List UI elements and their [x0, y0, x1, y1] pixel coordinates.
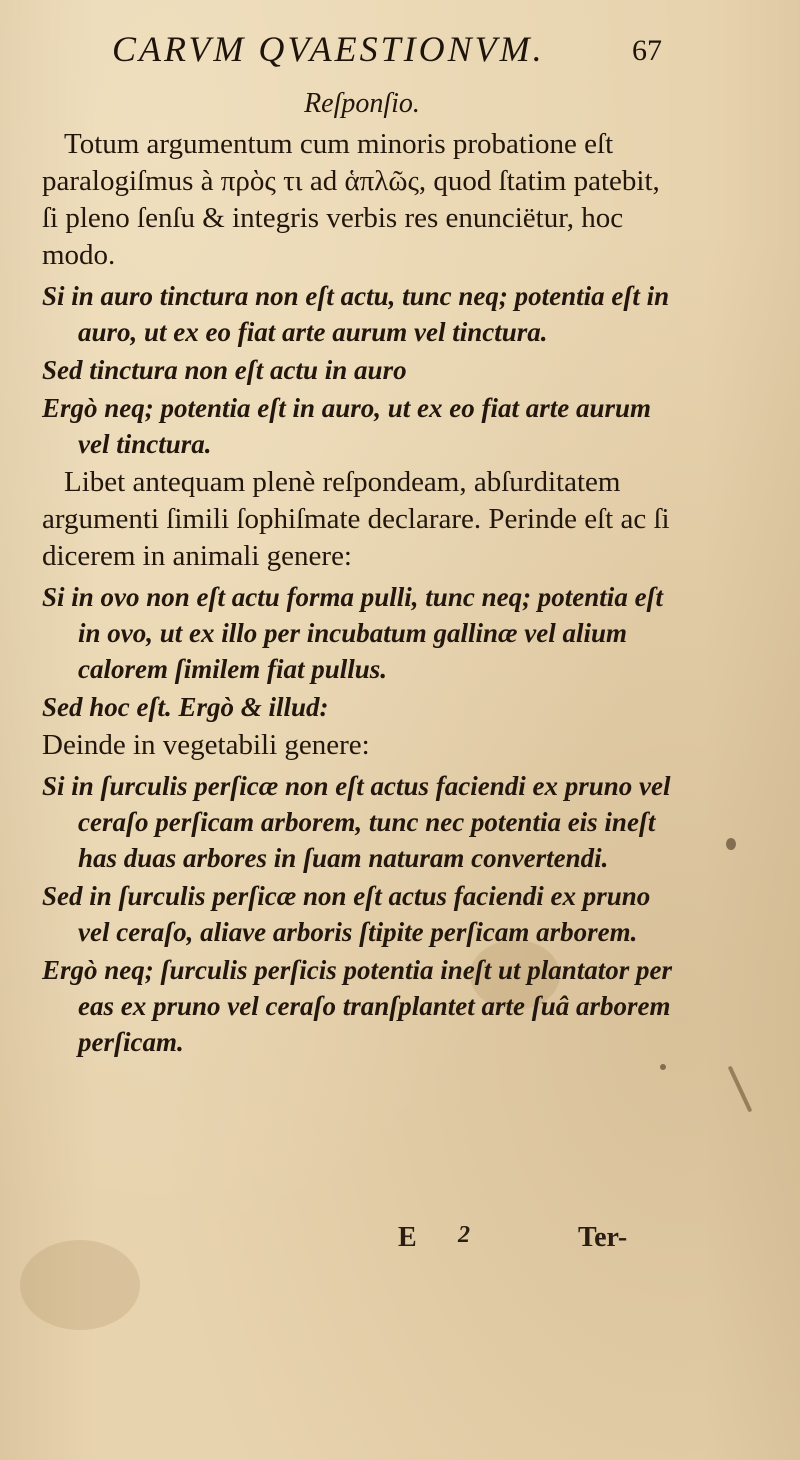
paragraph-text: Totum argumentum cum minoris probatione eſt paralogiſmus à πρὸς τι ad ἁπλῶς, quod ſtatim patebit, ſi pleno ſenſu & integris verbis res enunciëtur, hoc modo. [42, 128, 660, 271]
page-footer [398, 1222, 658, 1262]
signature-number: 2 [458, 1222, 470, 1248]
ink-spot [660, 1064, 666, 1070]
main-text [42, 84, 682, 1062]
running-title: CARVM QVAESTIONVM. [112, 29, 545, 69]
paragraph [42, 126, 682, 274]
paper-stain [20, 1240, 140, 1330]
section-heading: Reſponſio. [304, 88, 420, 119]
ink-spot [728, 1065, 753, 1112]
page-number: 67 [632, 34, 662, 67]
paragraph-text: Libet antequam plenè reſpondeam, abſurditatem argumenti ſimili ſophiſmate declarare. Perinde eſt ac ſi dicerem in animali genere: [42, 466, 670, 572]
syllogism-major: Si in ſurculis perſicæ non eſt actus faciendi ex pruno vel ceraſo perſicam arborem, tunc nec potentia eis ineſt has duas arbores in ſuam naturam convertendi. [42, 771, 671, 873]
paragraph: Deinde in vegetabili genere: [42, 729, 370, 761]
syllogism-major: Si in auro tinctura non eſt actu, tunc neq; potentia eſt in auro, ut ex eo fiat arte aurum vel tinctura. [42, 281, 670, 347]
syllogism-major: Si in ovo non eſt actu forma pulli, tunc neq; potentia eſt in ovo, ut ex illo per incubatum gallinæ vel alium calorem ſimilem fiat pullus. [42, 582, 664, 684]
syllogism-minor: Sed in ſurculis perſicæ non eſt actus faciendi ex pruno vel ceraſo, aliave arboris ſtipite perſicam arborem. [42, 881, 651, 947]
syllogism-conclusion: Ergò neq; potentia eſt in auro, ut ex eo fiat arte aurum vel tinctura. [42, 393, 652, 459]
syllogism-conclusion: Ergò neq; ſurculis perſicis potentia ineſt ut plantator per eas ex pruno vel ceraſo tranſplantet arte ſuâ arborem perſicam. [42, 955, 673, 1057]
catchword: Ter- [578, 1222, 628, 1253]
signature-mark: E [398, 1222, 417, 1253]
ink-spot [726, 838, 736, 850]
syllogism-minor: Sed tinctura non eſt actu in auro [42, 355, 407, 385]
syllogism-minor: Sed hoc eſt. Ergò & illud: [42, 692, 329, 722]
paragraph [42, 464, 682, 575]
running-head [0, 24, 800, 80]
